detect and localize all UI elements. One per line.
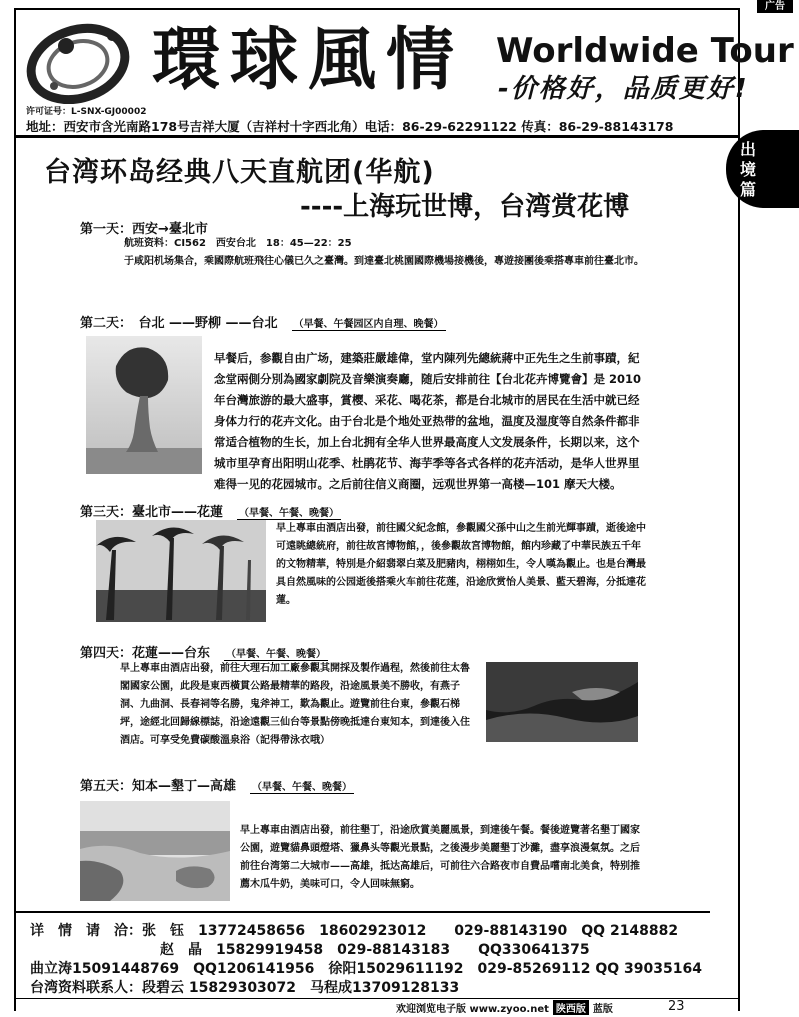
day-4-body: 早上專車由酒店出發，前往大理石加工廠參觀其開採及製作過程，然後前往太魯閣國家公園，此段是東西橫貫公路最精華的路段，沿途風景美不勝收，有燕子洞、九曲洞、長春祠等名勝，鬼斧神工，歎為觀止。遊覽前往台東，參觀石梯坪，途經北回歸線標誌，沿途遠觀三仙台等景點傍晚抵達台東知本，到達後入住酒店。可享受免費碳酸溫泉浴（記得帶泳衣哦）	[120, 663, 470, 746]
kenting-coast-photo	[80, 801, 230, 901]
day-4-heading-row	[80, 642, 328, 661]
day-2-body: 早餐后，参觀自由广场，建築莊嚴雄偉，堂内陳列先總統蔣中正先生之生前事蹟，紀念堂兩側分別為國家劇院及音樂演奏廳，随后安排前往【台北花卉博覽會】是 2010 年台灣旅游的最大盛事，賞樱、采花、喝花茶，都是台北城市的居民在生活中就已经身体力行的花卉文化。由于台北是个地处亚热带的盆地，温度及湿度等自然条件都非常适合植物的生长，加上台北拥有全华人世界最高度人文发展条件，长期以来，这个城市里孕育出阳明山花季、杜鹃花节、海芋季等各式各样的花卉活动，是华人世界里难得一见的花园城市。之后前往信义商圈，远观世界第一高楼—101 摩天大楼。	[214, 351, 642, 491]
contact-line-2: 赵 晶 15829919458 029-88143183 QQ330641375	[160, 942, 590, 958]
header-divider	[16, 135, 740, 138]
globe-logo-icon	[26, 22, 130, 104]
day-5-heading-row	[80, 775, 354, 794]
day-2-heading-row	[80, 312, 446, 331]
day-3-heading-row	[80, 501, 341, 520]
section-tab	[726, 130, 799, 208]
day-5-heading: 第五天：知本—墾丁—高雄	[80, 779, 237, 794]
day-1-flight: 航班资料：CI562 西安台北 18：45—22：25	[124, 238, 352, 249]
slogan: -价格好，品质更好!	[498, 74, 749, 104]
hualien-palms-photo	[96, 520, 266, 622]
brand-english: Worldwide Tour	[496, 31, 794, 71]
contact-divider	[16, 911, 710, 913]
brand-name: 環球風情	[152, 20, 465, 100]
day-4-heading: 第四天：花蓮——台东	[80, 646, 211, 661]
day-5-meals: （早餐、午餐、晚餐）	[252, 782, 353, 793]
yehliu-rock-photo	[86, 336, 202, 474]
page-number: 23	[668, 999, 685, 1014]
frame-top	[14, 8, 740, 10]
footer-text-row	[396, 1000, 613, 1015]
day-2-heading: 第二天： 台北 ——野柳 ——台北	[80, 316, 278, 331]
day-1-body: 于咸阳机场集合，乘國際航班飛往心儀已久之臺灣。到達臺北桃園國際機場接機後，專遊接團後乘搭專車前往臺北市。	[124, 256, 644, 267]
day-1-heading: 第一天：西安→臺北市	[80, 222, 208, 237]
address-line: 地址：西安市含光南路178号吉祥大厦（吉祥村十字西北角）电话：86-29-62291122 传真：86-29-88143178	[26, 119, 674, 134]
day-4-meals: （早餐、午餐、晚餐）	[226, 649, 327, 660]
day-5-body: 早上專車由酒店出發，前往墾丁，沿途欣賞美麗風景，到達後午餐。餐後遊覽著名墾丁國家公園，遊覽貓鼻頭燈塔、獵鼻头等觀光景點，之後漫步美麗墾丁沙灘，盡享浪漫氣氛。之后前往台湾第二大城市——高雄，抵达高雄后，可前往六合路夜市自費品嚐南北美食，特别推薦木瓜牛奶，美味可口，令人回味無窮。	[240, 825, 640, 890]
footer-site: 欢迎浏览电子版 www.zyoo.net	[396, 1004, 549, 1015]
license-number: 许可证号：L-SNX-GJ00002	[26, 107, 147, 117]
taroko-cave-photo	[486, 662, 638, 742]
section-tab-label: 出境篇	[739, 140, 756, 199]
contact-line-4: 台湾资料联系人：段碧云 15829303072 马程成13709128133	[30, 980, 460, 996]
day-3-body: 早上專車由酒店出發，前往國父紀念館，參觀國父孫中山之生前光輝事蹟，逝後途中可遠眺總統府，前往故宮博物館，，後參觀故宮博物館，館内珍藏了中華民族五千年的文物精華，特別是介紹翡翠白菜及肥豬肉，栩栩如生，令人嘆為觀止。也是台灣最具自然風味的公园逝後搭乘火车前往花莲，沿途欣赏怡人美景、藍天碧海，分抵達花蓮。	[276, 523, 646, 606]
footer-edition: 蓝版	[592, 1004, 613, 1015]
day-3-heading: 第三天：臺北市——花蓮	[80, 505, 224, 520]
footer-divider	[16, 998, 740, 999]
frame-left	[14, 8, 16, 1011]
day-3-meals: （早餐、午餐、晚餐）	[239, 508, 340, 519]
day-2-meals: （早餐、午餐园区内自理、晚餐）	[293, 319, 444, 330]
footer-badge: 陕西版	[553, 1000, 589, 1015]
contact-line-3: 曲立涛15091448769 QQ1206141956 徐阳15029611192 029-85269112 QQ 39035164	[30, 961, 702, 977]
tour-title: 台湾环岛经典八天直航团(华航)	[44, 157, 435, 188]
tour-subtitle: ----上海玩世博，台湾赏花博	[300, 192, 630, 222]
ad-tag: 广告	[757, 0, 793, 13]
contact-line-1: 详 情 请 洽：张 钰 13772458656 18602923012 029-88143190 QQ 2148882	[30, 923, 679, 939]
